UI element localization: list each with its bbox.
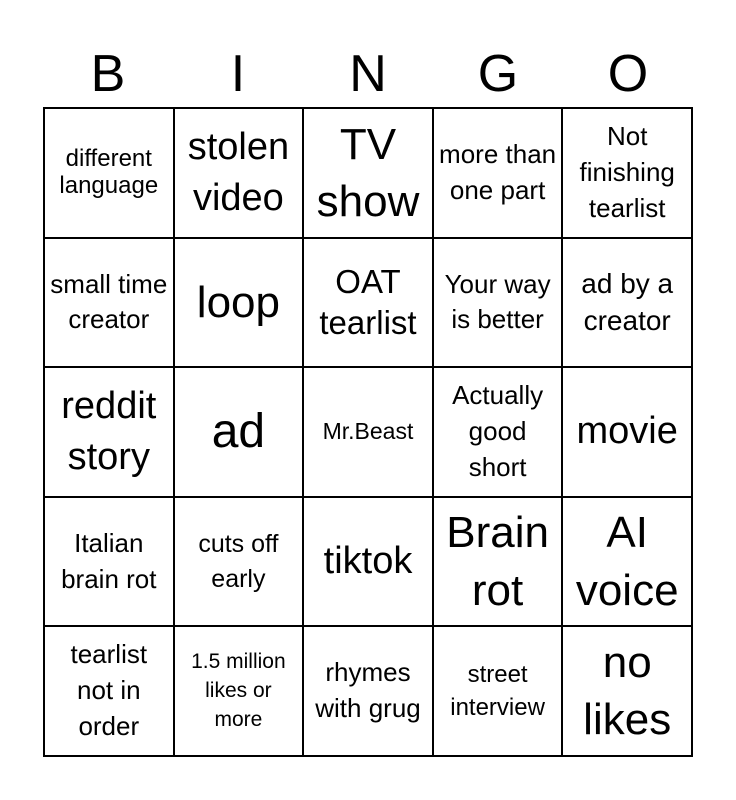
header-letter-o: O bbox=[607, 45, 649, 103]
cell-label: no likes bbox=[583, 638, 672, 745]
bingo-cell[interactable] bbox=[174, 367, 304, 497]
cell-label: AI voice bbox=[575, 508, 679, 615]
bingo-cell[interactable] bbox=[44, 497, 174, 627]
bingo-cell[interactable] bbox=[562, 626, 692, 756]
cell-label: TV show bbox=[316, 119, 420, 226]
bingo-cell[interactable] bbox=[174, 497, 304, 627]
cell-label: Your way is better bbox=[444, 268, 551, 335]
cell-label: 1.5 million likes or more bbox=[191, 649, 286, 731]
cell-label: more than one part bbox=[439, 138, 557, 205]
header-letter-i: I bbox=[230, 45, 246, 103]
cell-label: ad by a creator bbox=[581, 267, 674, 337]
bingo-cell[interactable] bbox=[433, 626, 563, 756]
cell-label: reddit story bbox=[61, 384, 157, 478]
header-letter-b: B bbox=[90, 45, 126, 103]
cell-label: tearlist not in order bbox=[70, 639, 148, 742]
bingo-cell[interactable] bbox=[303, 108, 433, 238]
bingo-cell[interactable] bbox=[562, 497, 692, 627]
bingo-cell[interactable] bbox=[44, 367, 174, 497]
cell-label: Italian brain rot bbox=[61, 527, 157, 594]
bingo-cell[interactable] bbox=[433, 497, 563, 627]
bingo-cell[interactable] bbox=[174, 626, 304, 756]
cell-label: different language bbox=[59, 144, 159, 199]
cell-label: small time creator bbox=[50, 268, 168, 335]
bingo-cell[interactable] bbox=[303, 497, 433, 627]
cell-label: Brain rot bbox=[446, 508, 549, 615]
cell-label: cuts off early bbox=[198, 529, 279, 593]
cell-label: street interview bbox=[450, 661, 545, 722]
bingo-cell[interactable] bbox=[562, 367, 692, 497]
cell-label: Mr.Beast bbox=[322, 418, 414, 445]
bingo-board bbox=[43, 107, 693, 757]
bingo-cell[interactable] bbox=[562, 238, 692, 368]
bingo-cell[interactable] bbox=[433, 238, 563, 368]
cell-label: movie bbox=[576, 410, 678, 453]
bingo-cell[interactable] bbox=[174, 108, 304, 238]
bingo-cell[interactable] bbox=[44, 626, 174, 756]
bingo-header bbox=[43, 40, 693, 108]
bingo-cell[interactable] bbox=[433, 367, 563, 497]
cell-label: ad bbox=[211, 405, 266, 459]
cell-label: Not finishing tearlist bbox=[579, 120, 675, 223]
bingo-cell[interactable] bbox=[303, 367, 433, 497]
bingo-cell[interactable] bbox=[433, 108, 563, 238]
bingo-cell[interactable] bbox=[44, 108, 174, 238]
header-letter-g: G bbox=[477, 45, 519, 103]
cell-label: rhymes with grug bbox=[315, 657, 421, 724]
cell-label: loop bbox=[196, 277, 280, 327]
bingo-cell[interactable] bbox=[44, 238, 174, 368]
cell-label: tiktok bbox=[323, 539, 413, 582]
cell-label: OAT tearlist bbox=[319, 263, 417, 342]
bingo-cell[interactable] bbox=[303, 626, 433, 756]
cell-label: Actually good short bbox=[452, 380, 544, 482]
header-letter-n: N bbox=[349, 45, 387, 103]
bingo-cell[interactable] bbox=[174, 238, 304, 368]
cell-label: stolen video bbox=[187, 125, 290, 219]
bingo-cell[interactable] bbox=[562, 108, 692, 238]
bingo-cell[interactable] bbox=[303, 238, 433, 368]
